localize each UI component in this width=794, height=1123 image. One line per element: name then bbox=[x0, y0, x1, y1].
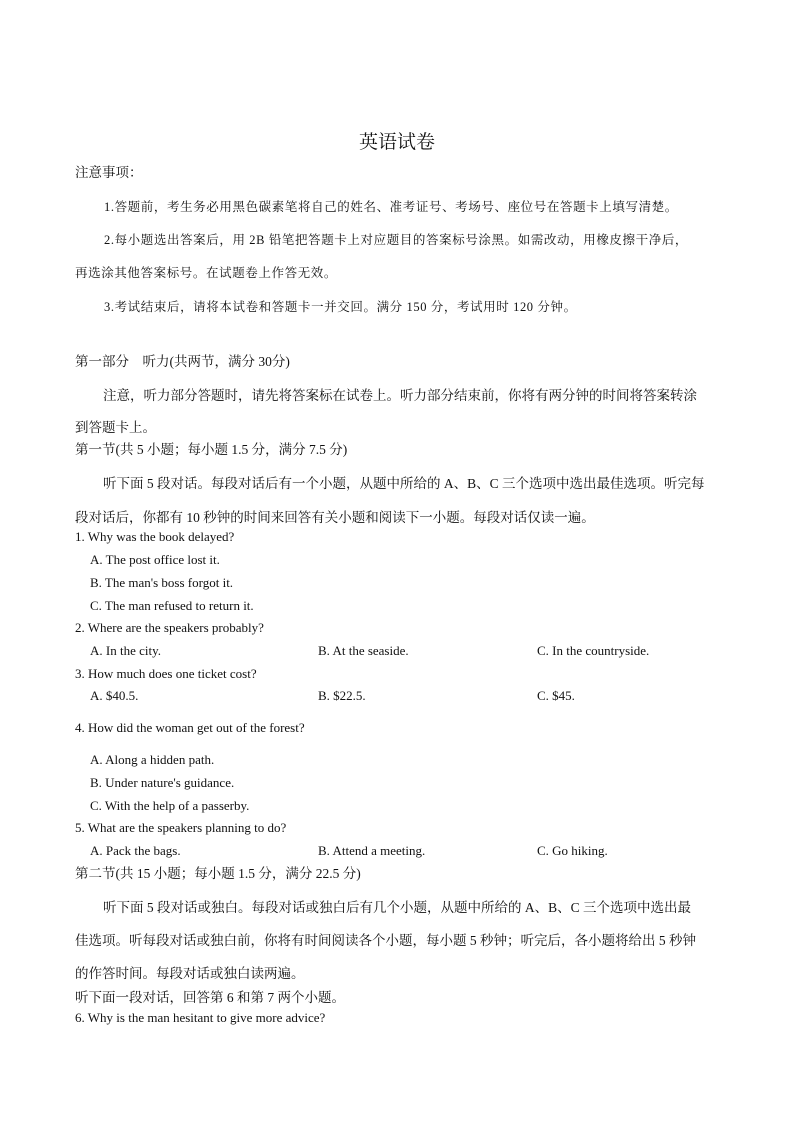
section2-instr-line2: 佳选项。听每段对话或独白前，你将有时间阅读各个小题，每小题 5 秒钟；听完后，各小题将给出 5 秒钟 bbox=[75, 933, 696, 948]
option-b: B. The man's boss forgot it. bbox=[90, 575, 234, 590]
question-stem: 1. Why was the book delayed? bbox=[75, 529, 235, 544]
section2-instr-line1: 听下面 5 段对话或独白。每段对话或独白后有几个小题，从题中所给的 A、B、C 三个选项中选出最 bbox=[103, 900, 692, 915]
option-c: C. With the help of a passerby. bbox=[90, 798, 250, 813]
section1-instr-line1: 听下面 5 段对话。每段对话后有一个小题，从题中所给的 A、B、C 三个选项中选出最佳选项。听完每 bbox=[103, 476, 705, 491]
notice-item-2: 2.每小题选出答案后，用 2B 铅笔把答题卡上对应题目的答案标号涂黑。如需改动，用橡皮擦干净后， bbox=[104, 233, 689, 247]
section1-heading: 第一节(共 5 小题；每小题 1.5 分，满分 7.5 分) bbox=[75, 442, 348, 457]
option-a: A. Along a hidden path. bbox=[90, 752, 215, 767]
question-stem: 5. What are the speakers planning to do? bbox=[75, 820, 287, 835]
question-stem: 3. How much does one ticket cost? bbox=[75, 666, 257, 681]
question-stem: 4. How did the woman get out of the forest? bbox=[75, 720, 305, 735]
option-c: C. Go hiking. bbox=[537, 843, 608, 858]
notice-heading: 注意事项： bbox=[75, 165, 143, 180]
question-stem: 2. Where are the speakers probably? bbox=[75, 620, 264, 635]
option-b: B. Under nature's guidance. bbox=[90, 775, 235, 790]
option-a: A. In the city. bbox=[90, 643, 161, 658]
section2-sub-instruction: 听下面一段对话，回答第 6 和第 7 两个小题。 bbox=[75, 990, 345, 1005]
part1-note-line1: 注意，听力部分答题时，请先将答案标在试卷上。听力部分结束前，你将有两分钟的时间将答案转涂 bbox=[103, 388, 697, 403]
page-title: 英语试卷 bbox=[358, 132, 435, 153]
question-stem: 6. Why is the man hesitant to give more advice? bbox=[75, 1010, 326, 1025]
option-b: B. Attend a meeting. bbox=[318, 843, 426, 858]
option-a: A. Pack the bags. bbox=[90, 843, 181, 858]
option-b: B. $22.5. bbox=[318, 688, 366, 703]
notice-item-1: 1.答题前，考生务必用黑色碳素笔将自己的姓名、准考证号、考场号、座位号在答题卡上填写清楚。 bbox=[104, 200, 678, 214]
notice-item-2-continued: 再选涂其他答案标号。在试题卷上作答无效。 bbox=[75, 266, 338, 280]
option-a: A. $40.5. bbox=[90, 688, 139, 703]
notice-item-3: 3.考试结束后，请将本试卷和答题卡一并交回。满分 150 分，考试用时 120 分钟。 bbox=[104, 300, 577, 314]
option-c: C. In the countryside. bbox=[537, 643, 650, 658]
section1-instr-line2: 段对话后，你都有 10 秒钟的时间来回答有关小题和阅读下一小题。每段对话仅读一遍。 bbox=[75, 510, 595, 525]
option-c: C. $45. bbox=[537, 688, 575, 703]
option-c: C. The man refused to return it. bbox=[90, 598, 254, 613]
section2-instr-line3: 的作答时间。每段对话或独白读两遍。 bbox=[75, 966, 305, 981]
option-b: B. At the seaside. bbox=[318, 643, 409, 658]
option-a: A. The post office lost it. bbox=[90, 552, 220, 567]
part1-note-line2: 到答题卡上。 bbox=[75, 420, 156, 435]
section2-heading: 第二节(共 15 小题；每小题 1.5 分，满分 22.5 分) bbox=[75, 866, 361, 881]
part1-heading: 第一部分 听力(共两节，满分 30分) bbox=[75, 354, 290, 369]
